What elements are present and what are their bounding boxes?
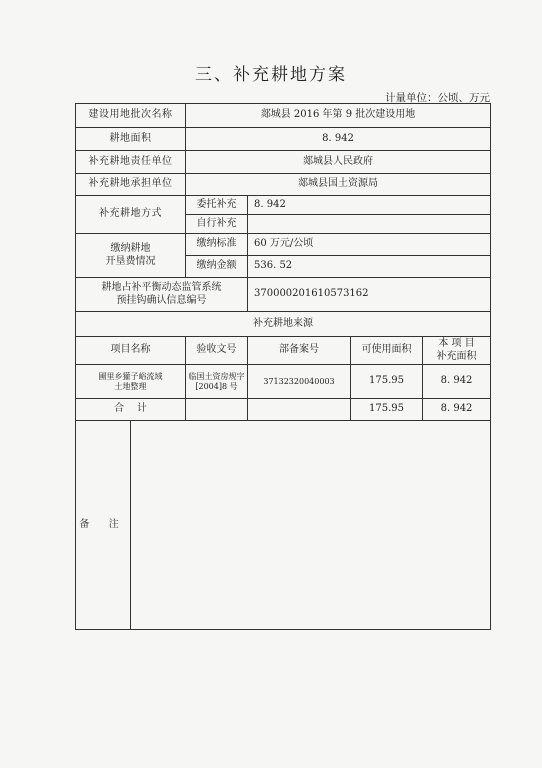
col-usable-area: 可使用面积 — [351, 337, 423, 365]
undertake-unit-value: 郯城县国土资源局 — [186, 174, 491, 196]
project-name-line1: 圃里乡獾子峪流域 — [98, 371, 163, 381]
project-area-cell: 8. 942 — [423, 365, 491, 399]
project-name-line2: 土地整理 — [114, 381, 147, 391]
entrusted-row — [76, 196, 491, 215]
self-value — [248, 215, 491, 234]
fee-std-row — [76, 234, 491, 256]
acceptance-doc-line2: [2004]8 号 — [195, 381, 238, 391]
code-row — [76, 278, 491, 312]
project-name-cell — [76, 365, 186, 399]
total-record-empty — [248, 399, 351, 421]
fee-label-line1: 缴纳耕地 — [110, 243, 151, 254]
fee-amount-label: 缴纳金额 — [186, 256, 248, 278]
usable-area-cell: 175.95 — [351, 365, 423, 399]
acceptance-doc-cell — [186, 365, 248, 399]
source-col-headers — [76, 337, 491, 365]
batch-name-row — [76, 104, 491, 128]
notes-row — [76, 421, 491, 630]
self-label: 自行补充 — [186, 215, 248, 234]
resp-unit-label: 补充耕地责任单位 — [76, 151, 186, 174]
col-project-area-line2: 补充面积 — [436, 350, 477, 362]
batch-name-label: 建设用地批次名称 — [76, 104, 186, 128]
source-header-row — [76, 312, 491, 337]
code-label — [76, 278, 248, 312]
resp-unit-value: 郯城县人民政府 — [186, 151, 491, 174]
table-row — [76, 365, 491, 399]
col-project-name: 项目名称 — [76, 337, 186, 365]
entrusted-value: 8. 942 — [248, 196, 491, 215]
code-label-line1: 耕地占补平衡动态监管系统 — [101, 282, 222, 293]
batch-name-value: 郯城县 2016 年第 9 批次建设用地 — [186, 104, 491, 128]
col-project-area-line1: 本 项 目 — [438, 338, 475, 349]
notes-label: 备 注 — [76, 421, 131, 630]
col-project-area — [423, 337, 491, 365]
page-title: 三、补充耕地方案 — [195, 65, 347, 85]
total-row — [76, 399, 491, 421]
notes-value — [131, 421, 491, 630]
code-label-line2: 预挂钩确认信息编号 — [116, 294, 207, 306]
method-label: 补充耕地方式 — [76, 196, 186, 234]
undertake-unit-label: 补充耕地承担单位 — [76, 174, 186, 196]
col-acceptance-doc: 验收文号 — [186, 337, 248, 365]
col-record-no: 部备案号 — [248, 337, 351, 365]
record-no-cell: 37132320040003 — [248, 365, 351, 399]
fee-std-label: 缴纳标准 — [186, 234, 248, 256]
total-project-cell: 8. 942 — [423, 399, 491, 421]
source-header: 补充耕地来源 — [76, 312, 491, 337]
total-usable-cell: 175.95 — [351, 399, 423, 421]
resp-unit-row — [76, 151, 491, 174]
code-value: 370000201610573162 — [248, 278, 491, 312]
fee-label-line2: 开垦费情况 — [105, 255, 156, 267]
land-supplement-table — [75, 103, 491, 630]
fee-std-value: 60 万元/公顷 — [248, 234, 491, 256]
area-row — [76, 128, 491, 151]
fee-amount-value: 536. 52 — [248, 256, 491, 278]
unit-note: 计量单位：公顷、万元 — [385, 92, 490, 104]
total-label: 合 计 — [76, 399, 186, 421]
total-doc-empty — [186, 399, 248, 421]
fee-label — [76, 234, 186, 278]
undertake-unit-row — [76, 174, 491, 196]
acceptance-doc-line1: 临国土资房规字 — [188, 371, 245, 381]
area-value: 8. 942 — [186, 128, 491, 151]
entrusted-label: 委托补充 — [186, 196, 248, 215]
area-label: 耕地面积 — [76, 128, 186, 151]
